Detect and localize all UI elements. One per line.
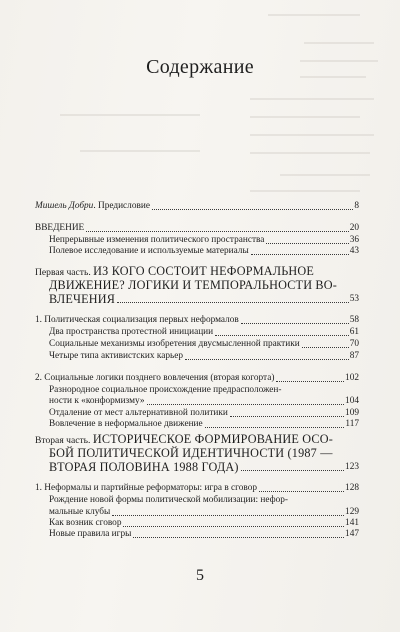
toc-page-number: 104 xyxy=(345,396,359,406)
part-one-heading-end[interactable]: ВЛЕЧЕНИЯ 53 xyxy=(49,292,359,306)
dot-leader xyxy=(152,209,353,210)
dot-leader xyxy=(215,335,349,336)
toc-entry[interactable] xyxy=(49,235,359,246)
toc-entry-label: мальные клубы xyxy=(49,507,111,517)
dot-leader xyxy=(205,427,345,428)
toc-entry-label: Социальные механизмы изобретения двусмысленной практики xyxy=(49,339,300,349)
toc-entry[interactable] xyxy=(49,246,359,257)
toc-page-number: 20 xyxy=(349,223,359,233)
toc-entry-label: Как возник сговор xyxy=(49,518,122,528)
part-two-heading[interactable]: Вторая часть. ИСТОРИЧЕСКОЕ ФОРМИРОВАНИЕ ОСО- xyxy=(35,432,333,446)
toc-page-number: 147 xyxy=(345,529,359,539)
toc-entry-chapter[interactable] xyxy=(35,373,359,384)
part-two-heading-line: БОЙ ПОЛИТИЧЕСКОЙ ИДЕНТИЧНОСТИ (1987 — xyxy=(49,446,333,460)
toc-entry-chapter[interactable] xyxy=(35,315,359,326)
dot-leader xyxy=(147,404,345,405)
dot-leader xyxy=(133,537,344,538)
toc-entry-label: 2. Социальные логики позднего вовлечения (вторая когорта) xyxy=(35,373,275,383)
toc-entry-label: 1. Политическая социализация первых неформалов xyxy=(35,315,239,325)
toc-entry-label: Вовлечение в неформальное движение xyxy=(49,419,203,429)
toc-page-number: 53 xyxy=(349,294,359,304)
toc-entry-label: ности к «конформизму» xyxy=(49,396,145,406)
toc-entry[interactable] xyxy=(49,351,359,362)
toc-page-number: 102 xyxy=(345,373,359,383)
toc-entry-label: Новые правила игры xyxy=(49,529,132,539)
part-one-heading[interactable]: Первая часть. ИЗ КОГО СОСТОИТ НЕФОРМАЛЬНОЕ xyxy=(35,264,315,278)
dot-leader xyxy=(112,515,344,516)
toc-page-number: 117 xyxy=(345,419,359,429)
part-one-heading-line: ДВИЖЕНИЕ? ЛОГИКИ И ТЕМПОРАЛЬНОСТИ ВО- xyxy=(49,278,338,292)
toc-entry-label: Непрерывные изменения политического пространства xyxy=(49,235,265,245)
toc-entry[interactable] xyxy=(49,408,359,419)
toc-entry-line[interactable]: Разнородное социальное происхождение предрасположен- xyxy=(49,385,282,395)
toc-entry[interactable] xyxy=(49,507,359,518)
dot-leader xyxy=(266,243,348,244)
dot-leader xyxy=(259,491,344,492)
toc-page-number: 128 xyxy=(345,483,359,493)
page-number: 5 xyxy=(196,567,204,584)
toc-page-number: 87 xyxy=(349,351,359,361)
toc-entry-label: Четыре типа активистских карьер xyxy=(49,351,184,361)
toc-entry-label: Отдаление от мест альтернативной политики xyxy=(49,408,228,418)
dot-leader xyxy=(230,416,344,417)
toc-entry[interactable] xyxy=(49,419,359,430)
toc-entry[interactable] xyxy=(49,529,359,540)
dot-leader xyxy=(123,526,344,527)
toc-page-number: 141 xyxy=(345,518,359,528)
toc-entry-line[interactable]: Рождение новой формы политической мобилизации: нефор- xyxy=(49,495,288,505)
toc-page-number: 36 xyxy=(349,235,359,245)
toc-entry-label: ВВЕДЕНИЕ xyxy=(35,223,85,233)
dot-leader xyxy=(276,381,344,382)
toc-page-number: 8 xyxy=(354,201,359,211)
toc-entry[interactable] xyxy=(49,396,359,407)
author-name: Мишель Добри xyxy=(35,201,94,211)
dot-leader xyxy=(185,359,349,360)
page-title: Содержание xyxy=(146,56,254,78)
toc-page-number: 123 xyxy=(345,462,359,472)
toc-page-number: 43 xyxy=(349,246,359,256)
dot-leader xyxy=(251,254,349,255)
toc-page-number: 109 xyxy=(345,408,359,418)
toc-entry[interactable] xyxy=(49,518,359,529)
dot-leader xyxy=(86,231,348,232)
toc-entry-label: Мишель Добри. Предисловие xyxy=(35,201,150,211)
toc-page-number: 58 xyxy=(349,315,359,325)
dot-leader xyxy=(241,323,349,324)
toc-entry[interactable] xyxy=(49,339,359,350)
toc-entry-label: Два пространства протестной инициации xyxy=(49,327,214,337)
bleed-through-text xyxy=(0,0,400,200)
toc-entry-preface[interactable] xyxy=(35,201,359,212)
toc-entry[interactable] xyxy=(49,327,359,338)
toc-entry-label: 1. Неформалы и партийные реформаторы: игра в сговор xyxy=(35,483,258,493)
dot-leader xyxy=(241,470,344,471)
dot-leader xyxy=(302,347,349,348)
toc-entry-introduction[interactable] xyxy=(35,223,359,234)
toc-page-number: 61 xyxy=(349,327,359,337)
toc-entry-label: Полевое исследование и используемые материалы xyxy=(49,246,249,256)
toc-page-number: 129 xyxy=(345,507,359,517)
dot-leader xyxy=(117,302,349,303)
toc-page-number: 70 xyxy=(349,339,359,349)
part-two-heading-end[interactable]: ВТОРАЯ ПОЛОВИНА 1988 ГОДА) 123 xyxy=(49,460,359,474)
toc-entry-chapter[interactable] xyxy=(35,483,359,494)
